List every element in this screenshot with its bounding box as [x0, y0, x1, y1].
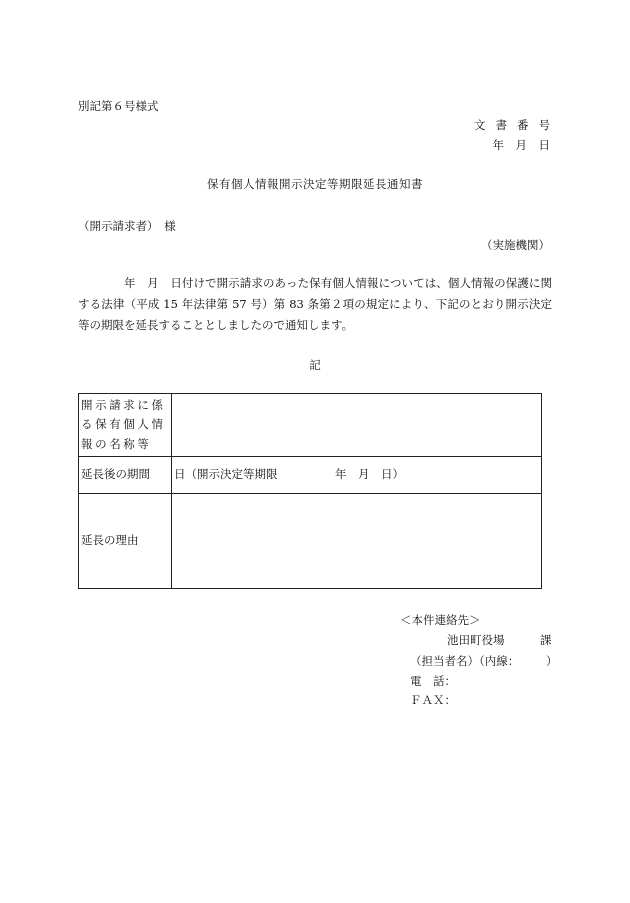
- contact-heading: ＜本件連絡先＞: [400, 613, 481, 627]
- contact-section: 課: [540, 633, 552, 647]
- table-row: [79, 457, 542, 494]
- contact-phone: 電 話：: [410, 674, 456, 688]
- document-title: 保有個人情報開示決定等期限延長通知書: [207, 177, 423, 191]
- table-row: [79, 394, 542, 457]
- contact-organization: 池田町役場: [447, 633, 505, 647]
- extension-reason-label: 延長の理由: [79, 494, 172, 589]
- extension-reason-value: [172, 494, 542, 589]
- document-date-label: 年 月 日: [492, 138, 550, 152]
- ki-heading: 記: [309, 358, 321, 372]
- contact-person-close: ）: [546, 654, 558, 668]
- contact-person: （担当者名）（内線：: [410, 654, 520, 668]
- contact-fax: ＦＡＸ：: [410, 693, 456, 707]
- extended-period-label: 延長後の期間: [79, 457, 172, 494]
- table-row: [79, 494, 542, 589]
- personal-info-name-value: [172, 394, 542, 457]
- notice-body: 年 月 日付けで開示請求のあった保有個人情報については、個人情報の保護に関する法律（平成 15 年法律第 57 号）第 83 条第２項の規定により、下記のとおり開示決定等の期限を延長することとしましたので通知します。: [78, 276, 552, 332]
- extended-period-value: 日（開示決定等期限 年 月 日）: [172, 457, 542, 494]
- form-number-label: 別記第６号様式: [78, 99, 159, 113]
- agency-line: （実施機関）: [481, 238, 550, 252]
- recipient-line: （開示請求者） 様: [78, 219, 176, 233]
- details-table: [78, 393, 542, 589]
- personal-info-name-label: 開示請求に係る保有個人情報の名称等: [79, 394, 172, 457]
- document-number-label: 文書番号: [474, 118, 560, 132]
